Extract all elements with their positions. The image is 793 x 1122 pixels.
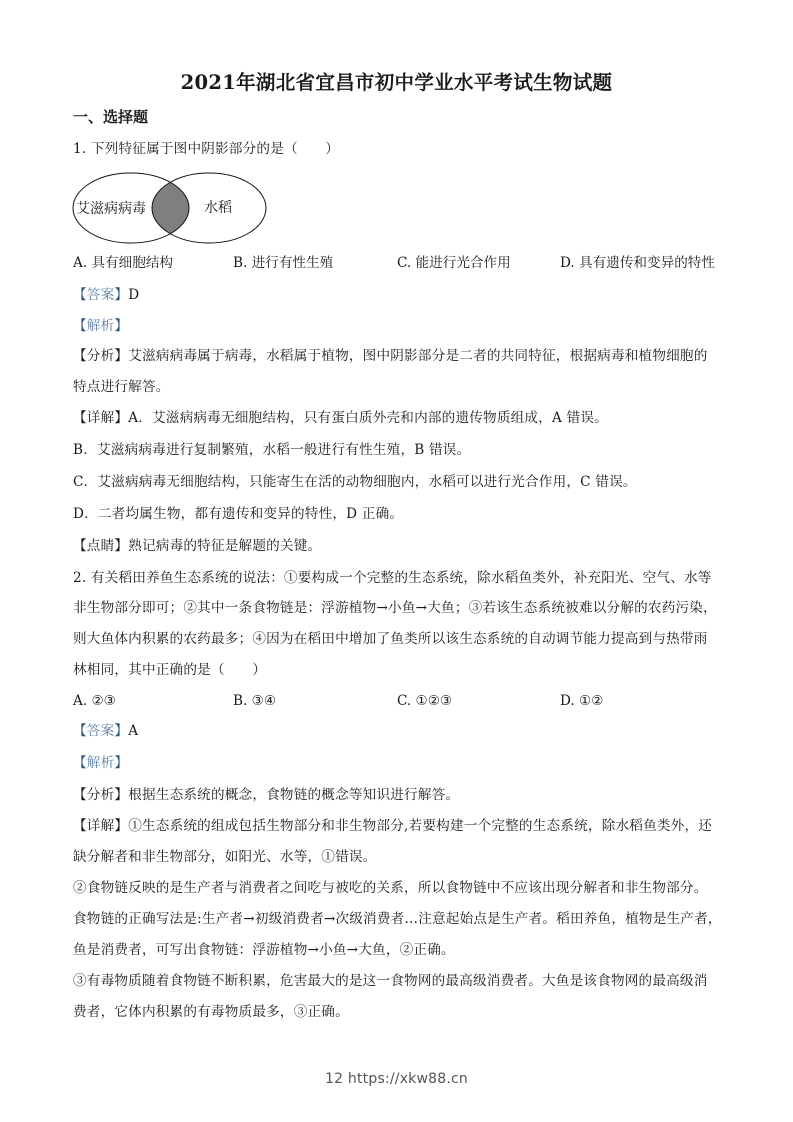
q1-xiangjie-c: C．艾滋病病毒无细胞结构，只能寄生在活的动物细胞内，水稻可以进行光合作用，C 错误。 <box>73 474 637 490</box>
q1-fenxi-line2: 特点进行解答。 <box>73 379 170 395</box>
q1-dianjing: 【点睛】熟记病毒的特征是解题的关键。 <box>73 538 322 554</box>
q1-stem: 1. 下列特征属于图中阴影部分的是（ ） <box>73 141 340 157</box>
answer-tag: 【答案】 <box>73 287 129 303</box>
page-number: 12 <box>325 1071 344 1087</box>
section-heading: 一、选择题 <box>73 108 149 126</box>
q2-stem-line3: 则大鱼体内积累的农药最多；④因为在稻田中增加了鱼类所以该生态系统的自动调节能力提高到与热带雨 <box>73 631 708 647</box>
venn-right-label: 水稻 <box>204 200 232 216</box>
q2-option-c: C. ①②③ <box>397 693 453 709</box>
q2-answer-row <box>73 722 723 740</box>
q1-xiangjie-b: B．艾滋病病毒进行复制繁殖，水稻一般进行有性生殖，B 错误。 <box>73 442 471 458</box>
fenxi-tag: 【分析】 <box>73 787 129 803</box>
q1-options <box>73 254 723 272</box>
q1-option-a: A. 具有细胞结构 <box>73 255 174 271</box>
q2-xiangjie-line5: 鱼是消费者，可写出食物链：浮游植物→小鱼→大鱼，②正确。 <box>73 942 455 958</box>
footer-url[interactable]: https://xkw88.cn <box>347 1071 468 1087</box>
q2-xiangjie-line3: ②食物链反映的是生产者与消费者之间吃与被吃的关系，所以食物链中不应该出现分解者和非生物部分。 <box>73 880 708 896</box>
q2-xiangjie-line4: 食物链的正确写法是:生产者→初级消费者→次级消费者…注意起始点是生产者。稻田养鱼，植物是生产者， <box>73 911 722 927</box>
q2-option-d: D. ①② <box>560 693 604 709</box>
q2-xiangjie-line6: ③有毒物质随着食物链不断积累，危害最大的是这一食物网的最高级消费者。大鱼是该食物网的最高级消 <box>73 973 708 989</box>
xiangjie-tag: 【详解】 <box>73 410 129 426</box>
q2-xiangjie-line7: 费者，它体内积累的有毒物质最多，③正确。 <box>73 1004 349 1020</box>
venn-left-label: 艾滋病病毒 <box>76 201 146 217</box>
q1-option-d: D. 具有遗传和变异的特性 <box>560 255 715 271</box>
dianjing-tag: 【点睛】 <box>73 538 129 554</box>
q2-analysis-header <box>73 754 723 772</box>
q2-fenxi: 【分析】根据生态系统的概念，食物链的概念等知识进行解答。 <box>73 787 460 803</box>
q2-xiangjie-line2: 缺分解者和非生物部分，如阳光、水等，①错误。 <box>73 849 377 865</box>
q1-fenxi-line1: 【分析】艾滋病病毒属于病毒，水稻属于植物，图中阴影部分是二者的共同特征，根据病毒和植物细胞的 <box>73 348 708 364</box>
venn-diagram <box>72 171 268 245</box>
page-title: 2021年湖北省宜昌市初中学业水平考试生物试题 <box>180 71 613 94</box>
analysis-tag: 【解析】 <box>73 318 129 334</box>
q1-option-b: B. 进行有性生殖 <box>233 255 334 271</box>
analysis-tag: 【解析】 <box>73 755 129 771</box>
q2-stem-line2: 非生物部分即可；②其中一条食物链是：浮游植物→小鱼→大鱼；③若该生态系统被难以分解的农药污染， <box>73 600 717 616</box>
q2-option-b: B. ③④ <box>233 693 277 709</box>
q2-stem-line4: 林相同，其中正确的是（ ） <box>73 662 267 678</box>
q2-options <box>73 692 723 710</box>
q2-answer-value: A <box>128 723 139 739</box>
q1-xiangjie-a: 【详解】A．艾滋病病毒无细胞结构，只有蛋白质外壳和内部的遗传物质组成，A 错误。 <box>73 410 608 426</box>
fenxi-tag: 【分析】 <box>73 348 129 364</box>
answer-tag: 【答案】 <box>73 723 129 739</box>
q1-answer-value: D <box>128 287 140 303</box>
xiangjie-tag: 【详解】 <box>73 818 129 834</box>
page-footer <box>0 1071 793 1087</box>
q1-xiangjie-d: D．二者均属生物，都有遗传和变异的特性，D 正确。 <box>73 506 404 522</box>
q2-xiangjie-line1: 【详解】①生态系统的组成包括生物部分和非生物部分,若要构建一个完整的生态系统，除水稻鱼类外，还 <box>73 818 713 834</box>
q1-analysis-header <box>73 317 723 335</box>
q1-answer-row <box>73 286 723 304</box>
q2-stem-line1: 2. 有关稻田养鱼生态系统的说法：①要构成一个完整的生态系统，除水稻鱼类外，补充阳光、空气、水等 <box>73 570 712 586</box>
q1-option-c: C. 能进行光合作用 <box>397 255 511 271</box>
q2-option-a: A. ②③ <box>73 693 116 709</box>
